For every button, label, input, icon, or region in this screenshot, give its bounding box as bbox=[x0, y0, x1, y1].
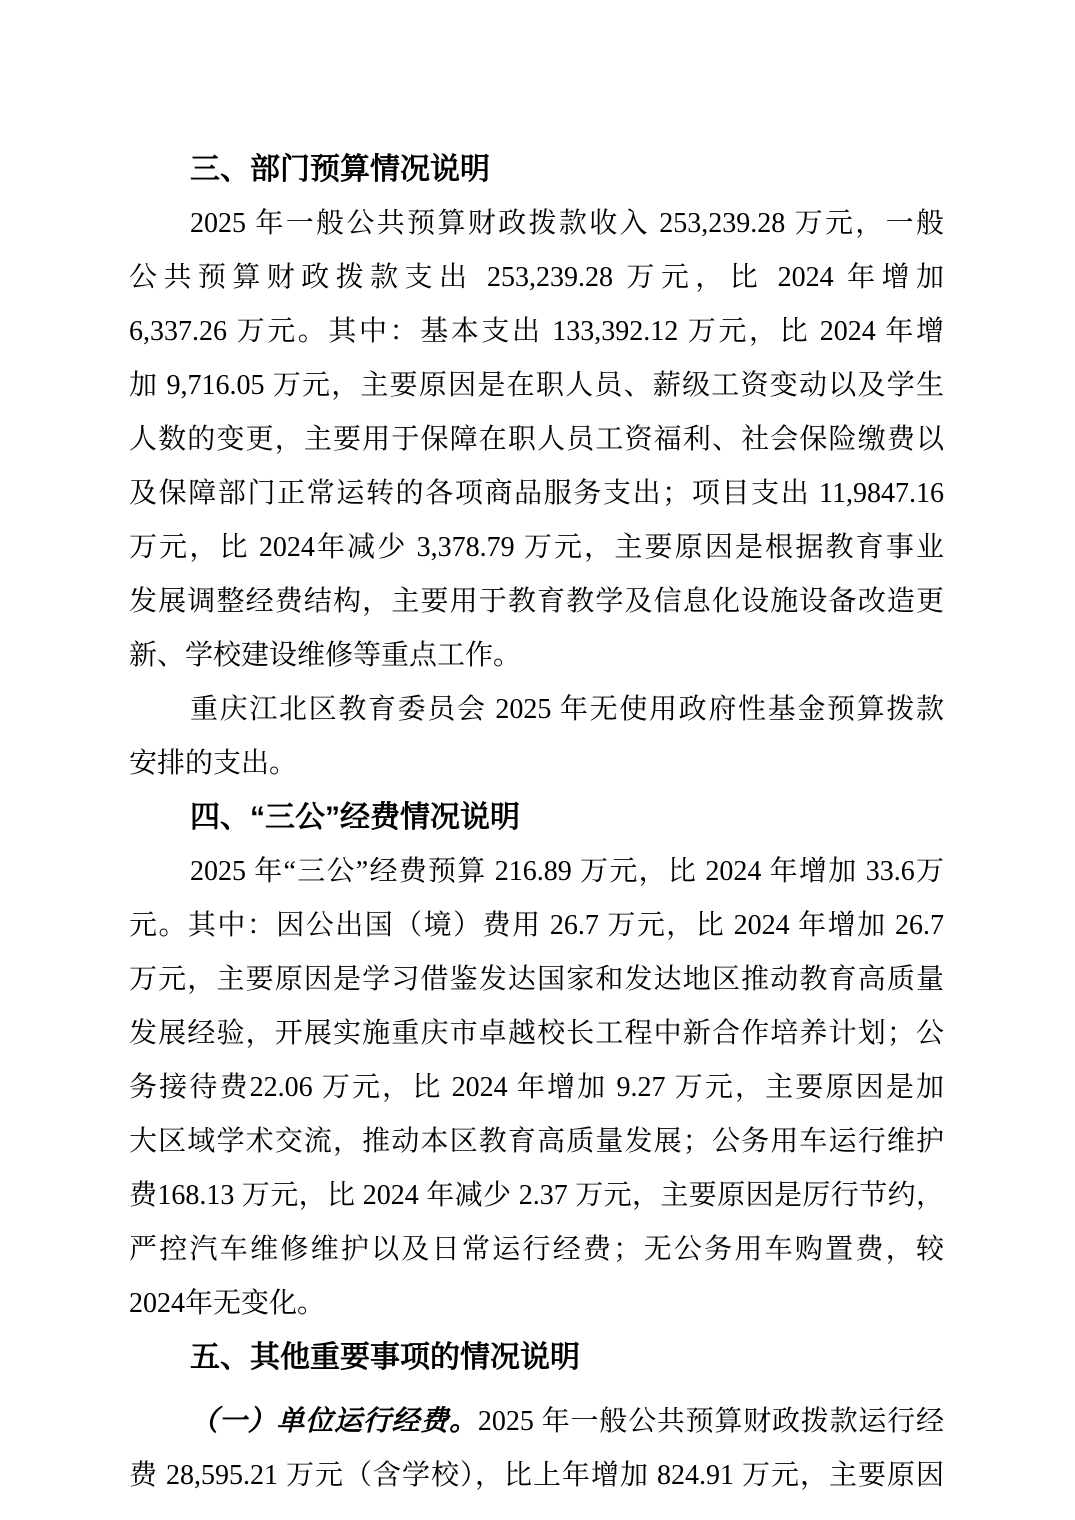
government-fund-paragraph bbox=[129, 683, 944, 791]
text-line: 及保障部门正常运转的各项商品服务支出；项目支出 11,9847.16 bbox=[129, 478, 944, 509]
text-line: 6,337.26 万元。其中：基本支出 133,392.12 万元，比 2024 年增 bbox=[129, 316, 944, 347]
text-line: 重庆江北区教育委员会 2025 年无使用政府性基金预算拨款 bbox=[190, 694, 944, 725]
text-line: 务接待费22.06 万元，比 2024 年增加 9.27 万元，主要原因是加 bbox=[129, 1072, 944, 1103]
text-line: 费 28,595.21 万元（含学校），比上年增加 824.91 万元，主要原因 bbox=[129, 1460, 944, 1491]
text-line: 发展经验，开展实施重庆市卓越校长工程中新合作培养计划；公 bbox=[129, 1018, 944, 1049]
section-4-heading: 四、“三公”经费情况说明 bbox=[190, 801, 520, 834]
three-public-expenses-paragraph bbox=[129, 845, 944, 1331]
text-line: 人数的变更，主要用于保障在职人员工资福利、社会保险缴费以 bbox=[129, 424, 944, 455]
text-line: 2025 年一般公共预算财政拨款收入 253,239.28 万元，一般 bbox=[190, 208, 944, 239]
text-line: 安排的支出。 bbox=[129, 748, 298, 779]
section-5-heading: 五、其他重要事项的情况说明 bbox=[190, 1341, 580, 1374]
text-line: 新、学校建设维修等重点工作。 bbox=[129, 640, 522, 671]
text-run: 2025 年一般公共预算财政拨款运行经 bbox=[477, 1406, 944, 1437]
text-line: 万元，比 2024年减少 3,378.79 万元，主要原因是根据教育事业 bbox=[129, 532, 944, 563]
unit-operation-expense-paragraph bbox=[129, 1395, 944, 1503]
document-body bbox=[129, 143, 944, 1503]
text-line bbox=[129, 1395, 944, 1449]
text-line: 大区域学术交流，推动本区教育高质量发展；公务用车运行维护 bbox=[129, 1126, 944, 1157]
text-line: 2024年无变化。 bbox=[129, 1288, 326, 1319]
text-line: 发展调整经费结构，主要用于教育教学及信息化设施设备改造更 bbox=[129, 586, 944, 617]
budget-explanation-paragraph bbox=[129, 197, 944, 683]
text-line: 严控汽车维修维护以及日常运行经费；无公务用车购置费，较 bbox=[129, 1234, 944, 1265]
section-3-heading: 三、部门预算情况说明 bbox=[190, 153, 490, 186]
text-line: 万元，主要原因是学习借鉴发达国家和发达地区推动教育高质量 bbox=[129, 964, 944, 995]
text-line: 费168.13 万元，比 2024 年减少 2.37 万元，主要原因是厉行节约， bbox=[129, 1180, 944, 1211]
item-label-emphasis: （一）单位运行经费。 bbox=[190, 1406, 478, 1437]
text-line: 元。其中：因公出国（境）费用 26.7 万元，比 2024 年增加 26.7 bbox=[129, 910, 944, 941]
text-line: 2025 年“三公”经费预算 216.89 万元，比 2024 年增加 33.6万 bbox=[190, 856, 944, 887]
text-line: 公共预算财政拨款支出 253,239.28 万元，比 2024 年增加 bbox=[129, 262, 944, 293]
text-line: 加 9,716.05 万元，主要原因是在职人员、薪级工资变动以及学生 bbox=[129, 370, 944, 401]
